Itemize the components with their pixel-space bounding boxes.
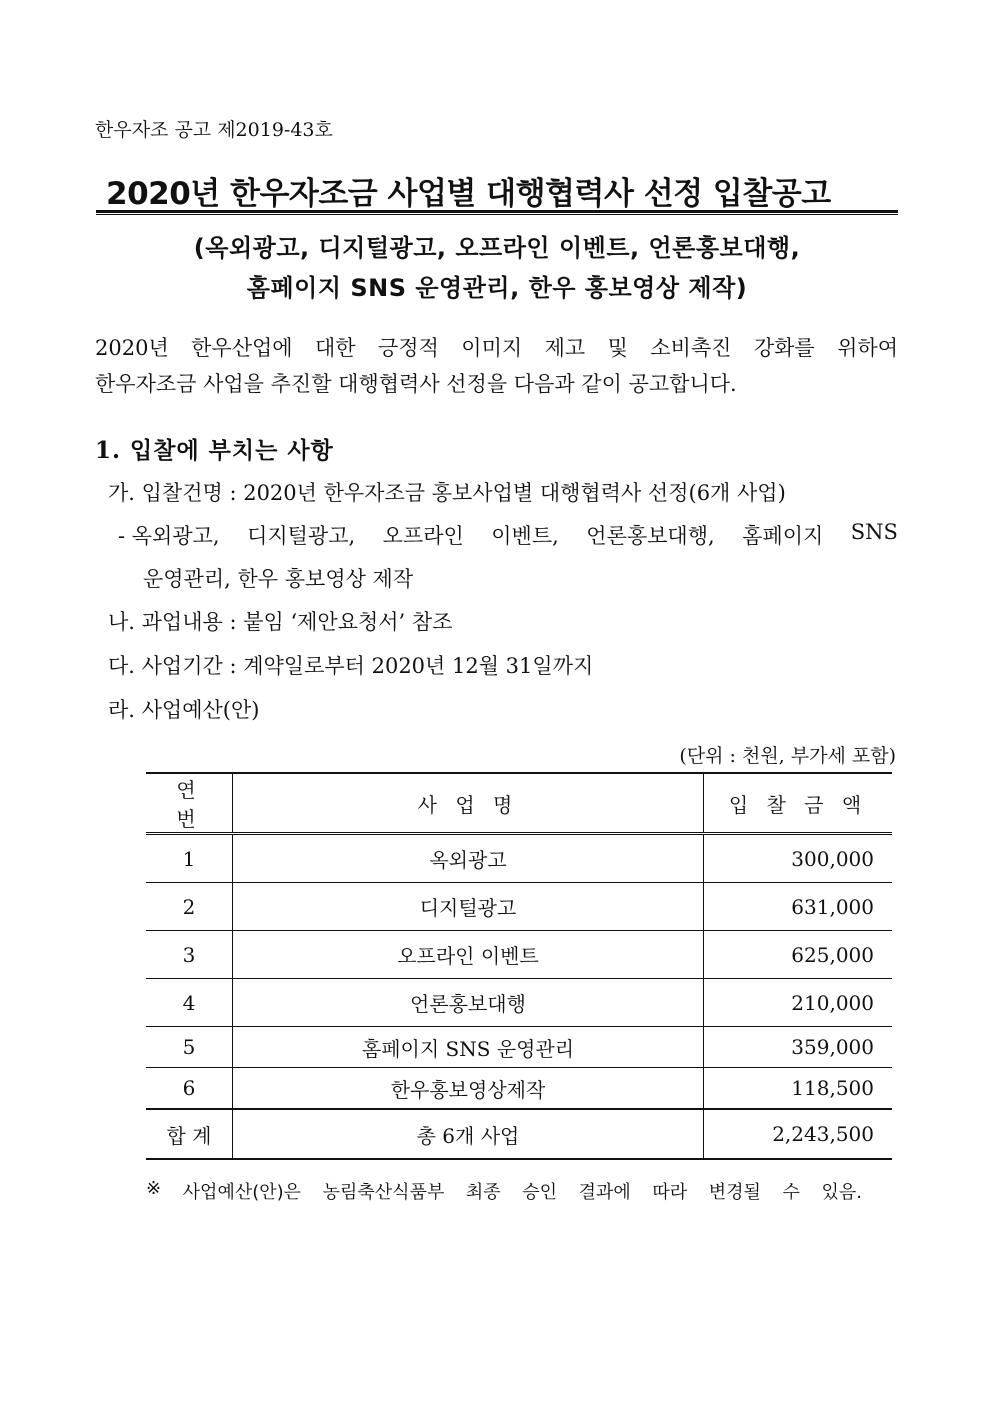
- unit-note: (단위 : 천원, 부가세 포함): [679, 745, 896, 767]
- header-project-name: 사 업 명: [233, 773, 704, 834]
- subtitle-line-1: (옥외광고, 디지털광고, 오프라인 이벤트, 언론홍보대행,: [193, 234, 801, 262]
- table-row: [146, 834, 892, 883]
- total-label: 합 계: [146, 1109, 233, 1159]
- project-list-word: 이벤트,: [491, 524, 559, 548]
- row-name: 홈페이지 SNS 운영관리: [233, 1027, 704, 1068]
- project-list-word: 오프라인: [382, 524, 464, 548]
- row-amount: 210,000: [704, 979, 893, 1027]
- budget-footnote: [146, 1178, 862, 1204]
- row-amount: 359,000: [704, 1027, 893, 1068]
- total-name: 총 6개 사업: [233, 1109, 704, 1159]
- project-list-word: 언론홍보대행,: [586, 524, 715, 548]
- footnote-word: ※: [146, 1178, 162, 1199]
- project-list-word: SNS: [850, 520, 898, 544]
- row-no: 2: [146, 883, 233, 931]
- project-list-word: - 옥외광고,: [118, 524, 220, 548]
- row-amount: 631,000: [704, 883, 893, 931]
- project-list-word: 디지털광고,: [247, 524, 356, 548]
- item-budget: 라. 사업예산(안): [108, 698, 260, 722]
- footnote-word: 승인: [522, 1182, 558, 1203]
- row-name: 디지털광고: [233, 883, 704, 931]
- footnote-word: 사업예산(안)은: [182, 1182, 302, 1203]
- row-amount: 625,000: [704, 931, 893, 979]
- table-row: [146, 931, 892, 979]
- row-name: 언론홍보대행: [233, 979, 704, 1027]
- footnote-word: 농림축산식품부: [322, 1182, 445, 1203]
- row-no: 6: [146, 1068, 233, 1110]
- notice-number: 한우자조 공고 제2019-43호: [95, 119, 333, 141]
- footnote-word: 결과에: [578, 1182, 631, 1203]
- header-bid-amount: 입 찰 금 액: [704, 773, 893, 834]
- row-amount: 300,000: [704, 834, 893, 883]
- footnote-word: 따라: [652, 1182, 688, 1203]
- table-total-row: [146, 1109, 892, 1159]
- subtitle-line-2: 홈페이지 SNS 운영관리, 한우 홍보영상 제작): [246, 274, 748, 302]
- intro-line-2: 한우자조금 사업을 추진할 대행협력사 선정을 다음과 같이 공고합니다.: [95, 372, 737, 396]
- table-header-row: [146, 773, 892, 834]
- header-no: 연 번: [146, 773, 233, 834]
- project-list-word: 홈페이지: [742, 524, 824, 548]
- row-no: 5: [146, 1027, 233, 1068]
- item-project-period: 다. 사업기간 : 계약일로부터 2020년 12월 31일까지: [108, 654, 594, 678]
- item-project-list-cont: 운영관리, 한우 홍보영상 제작: [143, 567, 414, 591]
- footnote-word: 수: [782, 1182, 800, 1203]
- row-name: 한우홍보영상제작: [233, 1068, 704, 1110]
- table-row: [146, 1068, 892, 1110]
- title-underline: [96, 210, 898, 215]
- document-title: 2020년 한우자조금 사업별 대행협력사 선정 입찰공고: [106, 176, 831, 212]
- table-row: [146, 979, 892, 1027]
- item-bid-name: 가. 입찰건명 : 2020년 한우자조금 홍보사업별 대행협력사 선정(6개 사업): [108, 481, 786, 505]
- row-name: 옥외광고: [233, 834, 704, 883]
- budget-table: [146, 772, 892, 1160]
- row-amount: 118,500: [704, 1068, 893, 1110]
- item-task-content: 나. 과업내용 : 붙임 ‘제안요청서’ 참조: [108, 610, 453, 634]
- table-row: [146, 883, 892, 931]
- item-project-list: [118, 520, 898, 550]
- footnote-word: 있음.: [821, 1182, 862, 1203]
- row-no: 3: [146, 931, 233, 979]
- footnote-word: 최종: [465, 1182, 501, 1203]
- intro-line-1: 2020년 한우산업에 대한 긍정적 이미지 제고 및 소비촉진 강화를 위하여: [95, 336, 898, 360]
- footnote-word: 변경될: [708, 1182, 761, 1203]
- row-no: 1: [146, 834, 233, 883]
- row-name: 오프라인 이벤트: [233, 931, 704, 979]
- total-amount: 2,243,500: [704, 1109, 893, 1159]
- section-1-heading: 1. 입찰에 부치는 사항: [95, 437, 334, 464]
- table-row: [146, 1027, 892, 1068]
- row-no: 4: [146, 979, 233, 1027]
